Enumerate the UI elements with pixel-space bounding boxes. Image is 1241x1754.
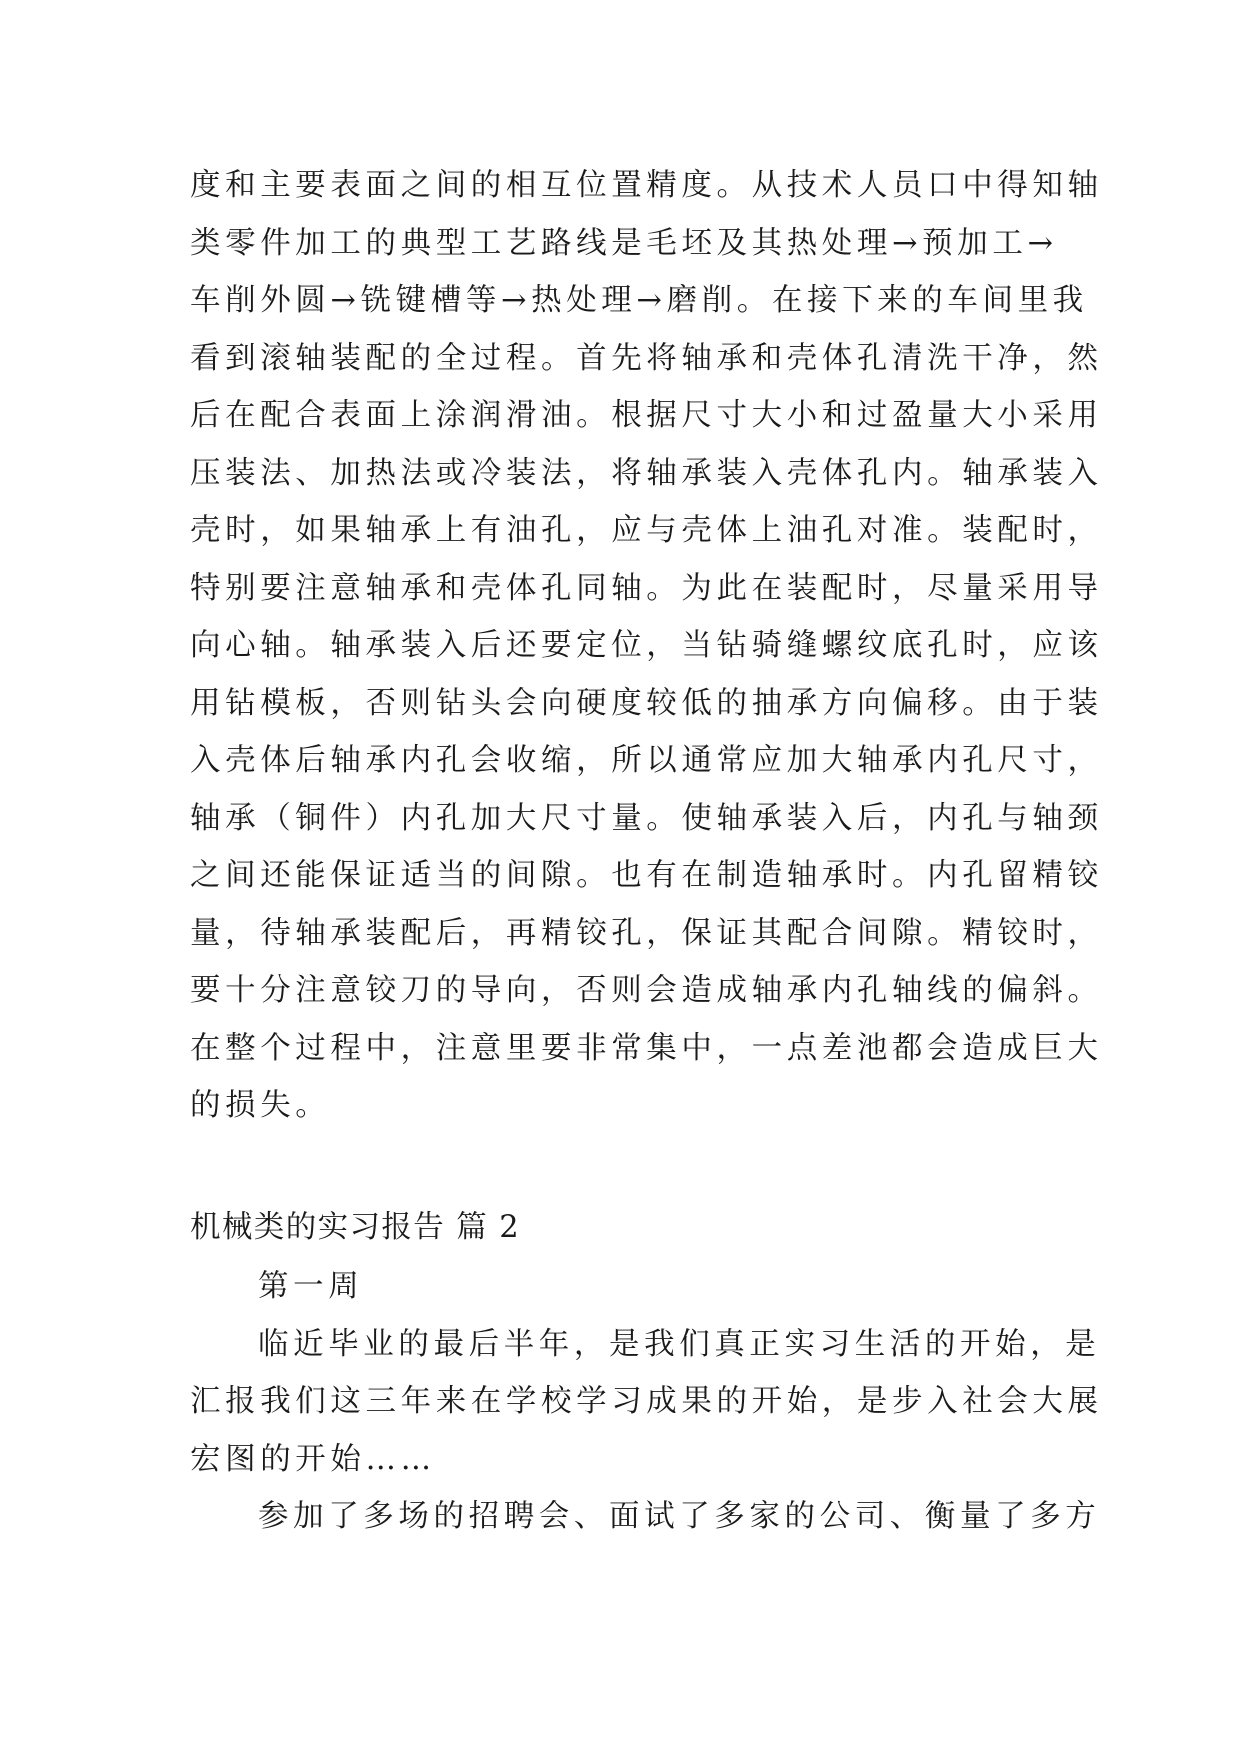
text-line: 度和主要表面之间的相互位置精度。从技术人员口中得知轴 xyxy=(190,168,1103,203)
text-line: 在整个过程中，注意里要非常集中，一点差池都会造成巨大 xyxy=(190,1030,1103,1066)
text-line: 特别要注意轴承和壳体孔同轴。为此在装配时，尽量采用导 xyxy=(190,570,1103,606)
text-line: 看到滚轴装配的全过程。首先将轴承和壳体孔清洗干净，然 xyxy=(190,340,1103,376)
text-line: 的损失。 xyxy=(190,1088,331,1123)
text-line: 压装法、加热法或冷装法，将轴承装入壳体孔内。轴承装入 xyxy=(190,455,1103,491)
text-line: 轴承（铜件）内孔加大尺寸量。使轴承装入后，内孔与轴颈 xyxy=(190,800,1103,836)
section-heading: 机械类的实习报告 篇 2 xyxy=(190,1210,521,1245)
text-line: 之间还能保证适当的间隙。也有在制造轴承时。内孔留精铰 xyxy=(190,858,1103,893)
text-line: 宏图的开始…… xyxy=(190,1441,436,1477)
body-paragraph xyxy=(190,157,1103,1135)
text-line: 后在配合表面上涂润滑油。根据尺寸大小和过盈量大小采用 xyxy=(190,398,1103,433)
text-line: 类零件加工的典型工艺路线是毛坯及其热处理→预加工→ xyxy=(190,225,1058,261)
body-paragraph xyxy=(190,1258,1103,1546)
text-line: 临近毕业的最后半年，是我们真正实习生活的开始，是 xyxy=(258,1326,1101,1362)
text-line: 壳时，如果轴承上有油孔，应与壳体上油孔对准。装配时， xyxy=(190,513,1103,548)
subheading-week: 第一周 xyxy=(258,1269,364,1304)
text-line: 要十分注意铰刀的导向，否则会造成轴承内孔轴线的偏斜。 xyxy=(190,973,1103,1008)
text-line: 入壳体后轴承内孔会收缩，所以通常应加大轴承内孔尺寸， xyxy=(190,743,1103,778)
text-line: 量，待轴承装配后，再精铰孔，保证其配合间隙。精铰时， xyxy=(190,915,1103,951)
text-line: 参加了多场的招聘会、面试了多家的公司、衡量了多方 xyxy=(258,1499,1101,1534)
text-line: 汇报我们这三年来在学校学习成果的开始，是步入社会大展 xyxy=(190,1384,1103,1419)
text-line: 向心轴。轴承装入后还要定位，当钻骑缝螺纹底孔时，应该 xyxy=(190,628,1103,663)
text-line: 用钻模板，否则钻头会向硬度较低的抽承方向偏移。由于装 xyxy=(190,685,1103,721)
text-line: 车削外圆→铣键槽等→热处理→磨削。在接下来的车间里我 xyxy=(190,283,1088,318)
